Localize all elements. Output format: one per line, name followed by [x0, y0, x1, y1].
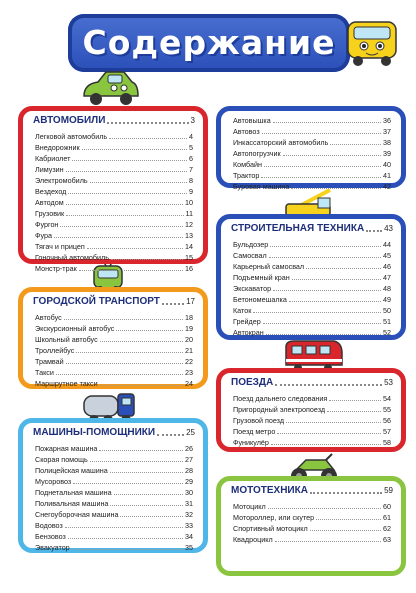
toc-entry-label: Трактор — [233, 171, 260, 180]
toc-entry-page: 13 — [185, 231, 193, 240]
leader-dots — [330, 137, 381, 145]
toc-entry[interactable] — [233, 137, 391, 148]
toc-entry[interactable] — [35, 443, 193, 454]
toc-entry-page: 45 — [383, 251, 391, 260]
toc-entry[interactable] — [35, 252, 193, 263]
leader-dots — [64, 312, 183, 320]
toc-entry-page: 24 — [185, 379, 193, 388]
toc-entry-label: Электромобиль — [35, 176, 88, 185]
toc-entry[interactable] — [233, 393, 391, 404]
toc-entry-page: 46 — [383, 262, 391, 271]
green-car-illustration — [78, 68, 142, 108]
toc-entry[interactable] — [233, 426, 391, 437]
toc-entry-label: Грейдер — [233, 317, 261, 326]
toc-entry-label: Автовоз — [233, 127, 260, 136]
toc-entry-label: Трамвай — [35, 357, 64, 366]
toc-entry[interactable] — [233, 239, 391, 250]
toc-entry[interactable] — [35, 345, 193, 356]
leader-dots — [56, 367, 183, 375]
section-heading[interactable] — [33, 115, 195, 126]
leader-dots — [268, 501, 381, 509]
toc-entry-page: 37 — [383, 127, 391, 136]
toc-entry-page: 50 — [383, 306, 391, 315]
toc-entry-page: 36 — [383, 116, 391, 125]
leader-dots — [262, 126, 381, 134]
leader-dots — [292, 272, 381, 280]
toc-entry-label: Самосвал — [233, 251, 267, 260]
leader-dots — [273, 283, 381, 291]
toc-entry[interactable] — [233, 283, 391, 294]
toc-entry[interactable] — [233, 272, 391, 283]
toc-entry[interactable] — [35, 367, 193, 378]
leader-dots — [107, 116, 188, 124]
leader-dots — [72, 542, 183, 550]
leader-dots — [68, 186, 187, 194]
toc-entry-label: Гоночный автомобиль — [35, 253, 109, 262]
leader-dots — [73, 476, 183, 484]
toc-entry-page: 33 — [185, 521, 193, 530]
section-heading-label: ПОЕЗДА — [231, 377, 274, 388]
toc-entry-page: 52 — [383, 328, 391, 337]
leader-dots — [120, 509, 183, 517]
toc-section-2 — [18, 287, 208, 389]
toc-entry[interactable] — [35, 531, 193, 542]
leader-dots — [270, 239, 381, 247]
toc-entry-page: 9 — [189, 187, 193, 196]
section-heading[interactable] — [231, 223, 393, 234]
toc-entry-label: Поезд метро — [233, 427, 276, 436]
leader-dots — [275, 534, 381, 542]
leader-dots — [79, 263, 183, 271]
leader-dots — [54, 230, 183, 238]
toc-entry-label: Фуникулёр — [233, 438, 269, 447]
toc-entry[interactable] — [35, 356, 193, 367]
toc-entry-page: 22 — [185, 357, 193, 366]
toc-entry-label: Скорая помощь — [35, 455, 88, 464]
section-page-number: 43 — [384, 224, 393, 233]
toc-entry[interactable] — [35, 334, 193, 345]
toc-entry[interactable] — [35, 465, 193, 476]
toc-entry-page: 15 — [185, 253, 193, 262]
toc-entry-label: Грузовик — [35, 209, 65, 218]
toc-entry-page: 10 — [185, 198, 193, 207]
toc-entry-page: 54 — [383, 394, 391, 403]
toc-entry[interactable] — [233, 415, 391, 426]
leader-dots — [116, 323, 183, 331]
leader-dots — [76, 345, 183, 353]
leader-dots — [65, 520, 183, 528]
toc-entry[interactable] — [35, 241, 193, 252]
toc-entry-label: Инкассаторский автомобиль — [233, 138, 329, 147]
leader-dots — [273, 115, 381, 123]
section-heading[interactable] — [231, 377, 393, 388]
page-title: Содержание — [82, 23, 336, 62]
toc-entry-label: Пригородный электропоезд — [233, 405, 326, 414]
toc-entry-label: Монстр-трак — [35, 264, 77, 273]
toc-entry-page: 63 — [383, 535, 391, 544]
toc-entry-label: Троллейбус — [35, 346, 75, 355]
toc-entry-label: Легковой автомобиль — [35, 132, 108, 141]
toc-entry-page: 58 — [383, 438, 391, 447]
leader-dots — [157, 428, 184, 436]
leader-dots — [68, 531, 183, 539]
toc-entry-page: 51 — [383, 317, 391, 326]
leader-dots — [66, 208, 183, 216]
leader-dots — [253, 305, 381, 313]
leader-dots — [283, 148, 381, 156]
section-heading[interactable] — [33, 296, 195, 307]
toc-entry-page: 5 — [189, 143, 193, 152]
toc-section-3 — [18, 418, 208, 553]
toc-entry[interactable] — [35, 208, 193, 219]
toc-entry-page: 20 — [185, 335, 193, 344]
toc-entry-label: Спортивный мотоцикл — [233, 524, 308, 533]
toc-entry-label: Водовоз — [35, 521, 63, 530]
toc-entry-label: Такси — [35, 368, 54, 377]
toc-entry-label: Вездеход — [35, 187, 67, 196]
toc-entry-page: 60 — [383, 502, 391, 511]
toc-entry-label: Квадроцикл — [233, 535, 273, 544]
leader-dots — [66, 197, 183, 205]
toc-entry[interactable] — [35, 323, 193, 334]
toc-entry-page: 29 — [185, 477, 193, 486]
toc-section-1 — [18, 106, 208, 273]
leader-dots — [286, 415, 381, 423]
leader-dots — [100, 378, 183, 386]
toc-entry[interactable] — [233, 170, 391, 181]
toc-section-6 — [216, 368, 406, 452]
leader-dots — [310, 486, 382, 494]
toc-entry[interactable] — [233, 148, 391, 159]
toc-entry-label: Мотороллер, или скутер — [233, 513, 315, 522]
leader-dots — [100, 334, 183, 342]
leader-dots — [162, 297, 184, 305]
toc-entry-label: Мусоровоз — [35, 477, 72, 486]
leader-dots — [90, 175, 187, 183]
toc-entry-page: 23 — [185, 368, 193, 377]
toc-entry[interactable] — [233, 181, 391, 192]
section-page-number: 59 — [384, 486, 393, 495]
section-heading-label: МАШИНЫ-ПОМОЩНИКИ — [33, 427, 156, 438]
toc-entry[interactable] — [35, 175, 193, 186]
toc-entry-label: Тягач и прицеп — [35, 242, 85, 251]
toc-entry-page: 57 — [383, 427, 391, 436]
bus-illustration — [344, 18, 400, 68]
toc-entry-label: Грузовой поезд — [233, 416, 285, 425]
toc-entry[interactable] — [35, 454, 193, 465]
toc-entry-page: 11 — [185, 209, 193, 218]
toc-entry-page: 32 — [185, 510, 193, 519]
toc-entry[interactable] — [233, 501, 391, 512]
toc-entry-page: 4 — [189, 132, 193, 141]
toc-entry-label: Школьный автобус — [35, 335, 98, 344]
leader-dots — [316, 512, 381, 520]
toc-entry[interactable] — [35, 219, 193, 230]
toc-entry[interactable] — [35, 164, 193, 175]
toc-entry-page: 40 — [383, 160, 391, 169]
toc-entry[interactable] — [233, 523, 391, 534]
leader-dots — [111, 252, 183, 260]
toc-section-5 — [216, 214, 406, 340]
toc-entry-page: 7 — [189, 165, 193, 174]
toc-entry-label: Экскурсионный автобус — [35, 324, 115, 333]
toc-entry-page: 39 — [383, 149, 391, 158]
toc-entry-page: 21 — [185, 346, 193, 355]
leader-dots — [271, 437, 381, 445]
toc-entry-page: 8 — [189, 176, 193, 185]
toc-entry[interactable] — [35, 520, 193, 531]
toc-entry[interactable] — [35, 378, 193, 389]
leader-dots — [261, 170, 381, 178]
toc-entry[interactable] — [35, 142, 193, 153]
toc-entry-page: 47 — [383, 273, 391, 282]
toc-entry-label: Поливальная машина — [35, 499, 109, 508]
section-page-number: 25 — [186, 428, 195, 437]
toc-entry[interactable] — [35, 509, 193, 520]
toc-entry-page: 56 — [383, 416, 391, 425]
leader-dots — [327, 404, 381, 412]
section-page-number: 17 — [186, 297, 195, 306]
toc-entry[interactable] — [233, 437, 391, 448]
toc-entry[interactable] — [35, 476, 193, 487]
toc-entry-label: Снегоуборочная машина — [35, 510, 119, 519]
toc-entry-label: Комбайн — [233, 160, 262, 169]
toc-entry-label: Фургон — [35, 220, 59, 229]
toc-entry[interactable] — [233, 126, 391, 137]
section-heading-label: ГОРОДСКОЙ ТРАНСПОРТ — [33, 296, 160, 307]
toc-entry[interactable] — [35, 312, 193, 323]
toc-entry-page: 44 — [383, 240, 391, 249]
toc-entry-label: Бульдозер — [233, 240, 269, 249]
toc-entry[interactable] — [35, 487, 193, 498]
section-page-number: 3 — [190, 116, 195, 125]
section-page-number: 53 — [384, 378, 393, 387]
toc-entry-page: 62 — [383, 524, 391, 533]
toc-entry[interactable] — [35, 542, 193, 553]
leader-dots — [87, 241, 183, 249]
toc-entry-label: Бензовоз — [35, 532, 66, 541]
toc-entry-label: Бетономешалка — [233, 295, 287, 304]
toc-entry[interactable] — [233, 305, 391, 316]
toc-entry-page: 16 — [185, 264, 193, 273]
toc-entry[interactable] — [233, 404, 391, 415]
toc-section-7 — [216, 476, 406, 576]
leader-dots — [269, 250, 381, 258]
leader-dots — [275, 378, 382, 386]
toc-entry-label: Подъемный кран — [233, 273, 290, 282]
toc-entry-label: Эвакуатор — [35, 543, 70, 552]
toc-entry-label: Поднетальная машина — [35, 488, 112, 497]
toc-entry-page: 49 — [383, 295, 391, 304]
toc-section-4 — [216, 106, 406, 191]
toc-entry-page: 26 — [185, 444, 193, 453]
leader-dots — [114, 487, 183, 495]
leader-dots — [82, 142, 187, 150]
toc-entry-label: Внедорожник — [35, 143, 80, 152]
toc-entry-page: 61 — [383, 513, 391, 522]
toc-entry[interactable] — [35, 153, 193, 164]
toc-entry-label: Автопогрузчик — [233, 149, 281, 158]
leader-dots — [72, 153, 187, 161]
toc-entry-label: Пожарная машина — [35, 444, 98, 453]
toc-entry-label: Поезд дальнего следования — [233, 394, 328, 403]
toc-entry-label: Автодом — [35, 198, 64, 207]
toc-entry-label: Фура — [35, 231, 52, 240]
title-banner — [68, 14, 350, 72]
toc-entry[interactable] — [233, 250, 391, 261]
toc-entry-label: Автобус — [35, 313, 62, 322]
leader-dots — [110, 465, 183, 473]
toc-entry-page: 31 — [185, 499, 193, 508]
toc-entry-label: Кабриолет — [35, 154, 71, 163]
toc-entry-page: 41 — [383, 171, 391, 180]
toc-entry[interactable] — [233, 512, 391, 523]
leader-dots — [109, 131, 187, 139]
leader-dots — [263, 316, 381, 324]
leader-dots — [306, 261, 381, 269]
toc-entry-page: 30 — [185, 488, 193, 497]
section-heading[interactable] — [33, 427, 195, 438]
toc-entry[interactable] — [35, 197, 193, 208]
leader-dots — [266, 327, 381, 335]
leader-dots — [310, 523, 381, 531]
section-heading-label: АВТОМОБИЛИ — [33, 115, 106, 126]
toc-entry-page: 6 — [189, 154, 193, 163]
toc-entry[interactable] — [233, 316, 391, 327]
toc-entry[interactable] — [35, 230, 193, 241]
leader-dots — [289, 294, 381, 302]
toc-entry-label: Полицейская машина — [35, 466, 108, 475]
leader-dots — [66, 164, 187, 172]
toc-entry-label: Карьерный самосвал — [233, 262, 305, 271]
toc-entry-page: 35 — [185, 543, 193, 552]
toc-entry[interactable] — [233, 534, 391, 545]
toc-entry[interactable] — [233, 294, 391, 305]
toc-entry[interactable] — [35, 263, 193, 274]
toc-entry[interactable] — [233, 261, 391, 272]
section-heading-label: МОТОТЕХНИКА — [231, 485, 308, 496]
leader-dots — [291, 181, 381, 189]
toc-entry-page: 14 — [185, 242, 193, 251]
toc-entry-page: 48 — [383, 284, 391, 293]
leader-dots — [277, 426, 381, 434]
toc-entry[interactable] — [35, 131, 193, 142]
leader-dots — [66, 356, 183, 364]
toc-entry-label: Каток — [233, 306, 252, 315]
leader-dots — [60, 219, 183, 227]
toc-entry-page: 42 — [383, 182, 391, 191]
section-heading[interactable] — [231, 485, 393, 496]
leader-dots — [99, 443, 183, 451]
toc-entry-label: Лимузин — [35, 165, 64, 174]
toc-entry-label: Мотоцикл — [233, 502, 266, 511]
toc-entry-label: Буровая машина — [233, 182, 290, 191]
toc-entry[interactable] — [35, 186, 193, 197]
leader-dots — [329, 393, 381, 401]
leader-dots — [110, 498, 183, 506]
leader-dots — [366, 224, 382, 232]
toc-entry-page: 28 — [185, 466, 193, 475]
toc-entry[interactable] — [233, 159, 391, 170]
leader-dots — [90, 454, 183, 462]
toc-entry-label: Маршрутное такси — [35, 379, 98, 388]
toc-entry[interactable] — [233, 115, 391, 126]
toc-entry-page: 38 — [383, 138, 391, 147]
toc-entry-page: 19 — [185, 324, 193, 333]
toc-entry-page: 12 — [185, 220, 193, 229]
leader-dots — [264, 159, 381, 167]
toc-entry-page: 18 — [185, 313, 193, 322]
toc-entry-page: 27 — [185, 455, 193, 464]
toc-entry[interactable] — [233, 327, 391, 338]
toc-entry-label: Автокран — [233, 328, 264, 337]
toc-entry-label: Автовышка — [233, 116, 271, 125]
section-heading-label: СТРОИТЕЛЬНАЯ ТЕХНИКА — [231, 223, 365, 234]
toc-entry[interactable] — [35, 498, 193, 509]
toc-entry-page: 34 — [185, 532, 193, 541]
toc-entry-page: 55 — [383, 405, 391, 414]
toc-entry-label: Экскаватор — [233, 284, 272, 293]
